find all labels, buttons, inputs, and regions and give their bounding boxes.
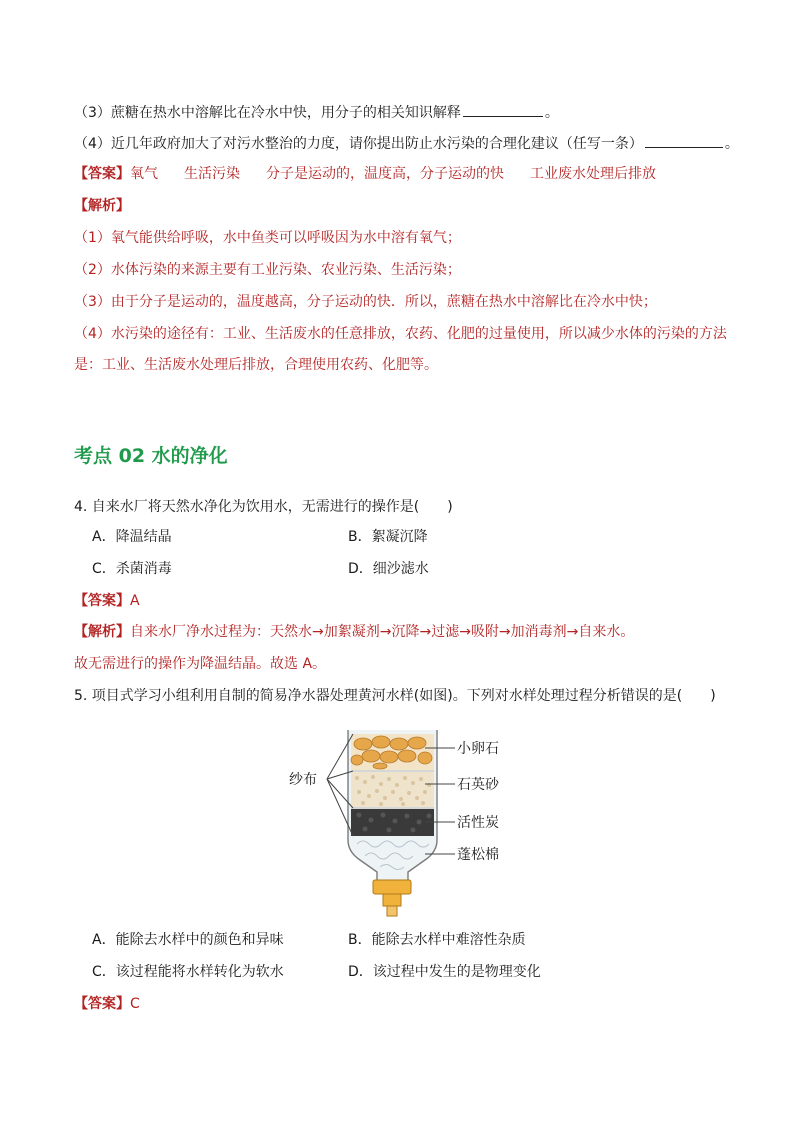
answer-item-3: 分子是运动的，温度高，分子运动的快 [266, 166, 504, 182]
label-quartz-sand: 石英砂 [457, 777, 499, 793]
question-5-answer [74, 994, 140, 1014]
question-4-option-b: B．絮凝沉降 [348, 529, 428, 545]
label-pebbles: 小卵石 [457, 741, 499, 757]
question-4-option-d: D．细沙滤水 [348, 561, 429, 577]
answer-label: 【答案】 [74, 166, 130, 182]
label-gauze: 纱布 [289, 772, 317, 788]
answer-line [74, 164, 656, 184]
answer-value: C [130, 996, 140, 1012]
punctuation: 。 [724, 136, 739, 152]
question-5-stem: 5. 项目式学习小组利用自制的简易净水器处理黄河水样(如图)。下列对水样处理过程分析错误的是( ) [74, 688, 716, 704]
analysis-line-4: （4）水污染的途径有：工业、生活废水的任意排放，农药、化肥的过量使用，所以减少水体的污染的方法 [74, 326, 727, 342]
question-5-option-a: A．能除去水样中的颜色和异味 [92, 932, 284, 948]
answer-label: 【答案】 [74, 593, 130, 609]
answer-blank [463, 102, 543, 117]
question-4-stem: 4. 自来水厂将天然水净化为饮用水，无需进行的操作是( ) [74, 499, 453, 515]
question-4-analysis [74, 622, 634, 642]
label-cotton: 蓬松棉 [457, 847, 499, 863]
analysis-line-5: 是：工业、生活废水处理后排放，合理使用农药、化肥等。 [74, 357, 438, 373]
question-5-option-c: C．该过程能将水样转化为软水 [92, 964, 284, 980]
question-5-option-d: D．该过程中发生的是物理变化 [348, 964, 541, 980]
question-part-4-text: （4）近几年政府加大了对污水整治的力度，请你提出防止水污染的合理化建议（任写一条） [74, 136, 643, 152]
question-part-3 [74, 102, 559, 123]
answer-label: 【答案】 [74, 996, 130, 1012]
question-4-answer [74, 591, 140, 611]
question-part-3-text: （3）蔗糖在热水中溶解比在冷水中快，用分子的相关知识解释 [74, 105, 461, 121]
answer-item-4: 工业废水处理后排放 [530, 166, 656, 182]
analysis-line-1: （1）氧气能供给呼吸，水中鱼类可以呼吸因为水中溶有氧气； [74, 230, 461, 246]
answer-item-2: 生活污染 [184, 166, 240, 182]
analysis-label: 【解析】 [74, 198, 130, 214]
analysis-text: 自来水厂净水过程为：天然水→加絮凝剂→沉降→过滤→吸附→加消毒剂→自来水。 [130, 624, 635, 640]
question-4-option-c: C．杀菌消毒 [92, 561, 172, 577]
analysis-line-3: （3）由于分子是运动的，温度越高，分子运动的快．所以，蔗糖在热水中溶解比在冷水中快； [74, 294, 657, 310]
section-heading: 考点 02 水的净化 [74, 445, 228, 467]
question-4-conclusion: 故无需进行的操作为降温结晶。故选 A。 [74, 656, 327, 672]
label-activated-carbon: 活性炭 [457, 815, 499, 831]
question-4-option-a: A．降温结晶 [92, 529, 172, 545]
analysis-line-2: （2）水体污染的来源主要有工业污染、农业污染、生活污染； [74, 262, 461, 278]
question-part-4 [74, 133, 739, 154]
answer-value: A [130, 593, 140, 609]
analysis-label: 【解析】 [74, 624, 130, 640]
water-filter-diagram [285, 722, 545, 922]
question-5-option-b: B．能除去水样中难溶性杂质 [348, 932, 526, 948]
punctuation: 。 [544, 105, 559, 121]
answer-item-1: 氧气 [130, 166, 158, 182]
answer-blank [645, 133, 723, 148]
